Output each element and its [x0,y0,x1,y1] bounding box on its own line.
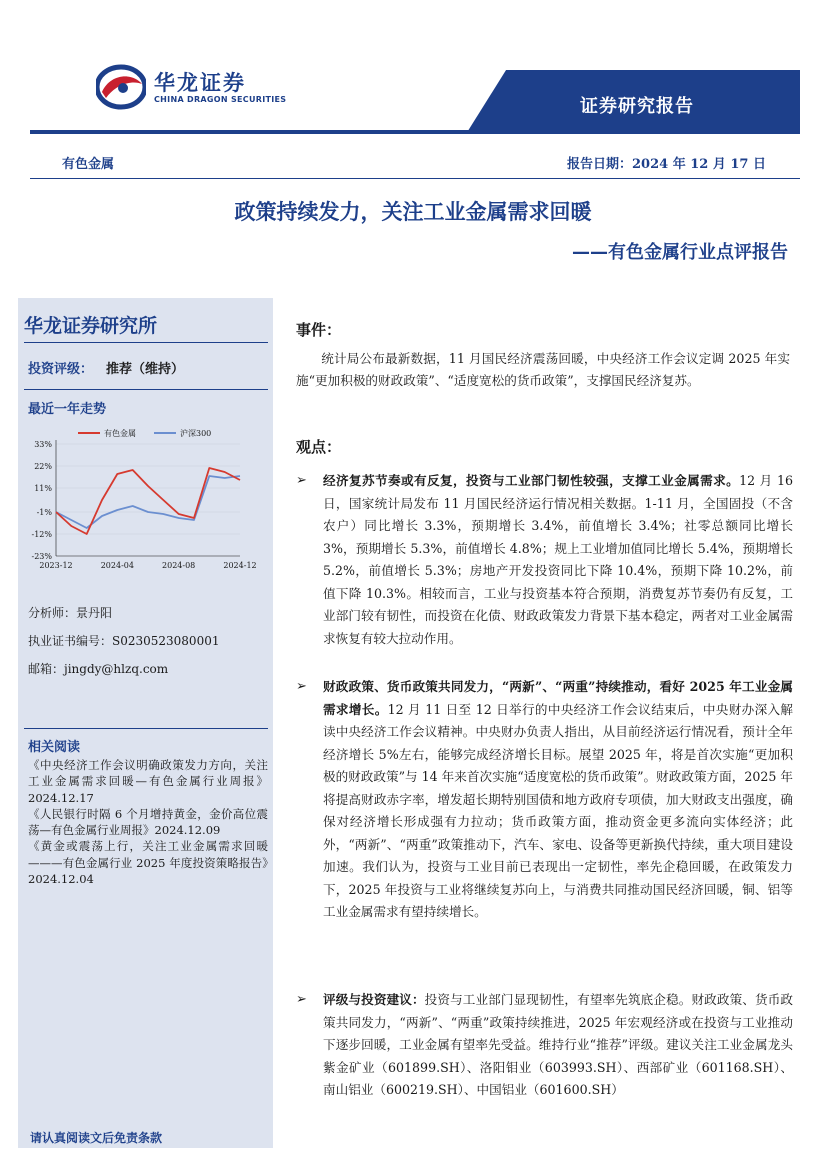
trend-label: 最近一年走势 [28,402,107,417]
view-lead: 经济复苏节奏或有反复，投资与工业部门韧性较强，支撑工业金属需求。 [323,473,740,488]
view-body: 12 月 11 日至 12 日举行的中央经济工作会议结束后，中央财办深入解读中央经济工作会议精神。中央财办负责人指出，从目前经济运行情况看，预计全年经济增长 5%左右，能够完成经济增长目标。展望 2025 年，将是首次实施“更加积极的财政政策”与 14 年来首次实施“适度宽松的货币政策”。财政政策方面，2025 年将提高财政赤字率，增发超长期特别国债和地方政府专项债，加大财政支出强度，确保对经济增长形成强有力拉动；货币政策方面，推动资金更多流向实体经济；此外，“两新”、“两重”政策推动下，汽车、家电、设备等更新换代持续，重大项目建设加速。我们认为，投资与工业目前已表现出一定韧性，率先企稳回暖，在政策发力下，2025 年投资与工业将继续复苏向上，与消费共同推动国民经济回暖，铜、铝等工业金属需求有望持续增长。 [323,701,794,919]
view-lead: 财政政策、货币政策共同发力，“两新”、“两重”持续推动，看好 2025 年工业金属需求增长。 [323,679,793,717]
report-date: 报告日期：2024 年 12 月 17 日 [567,157,766,172]
bullet-icon: ➢ [296,679,307,694]
company-logo [96,62,146,112]
x-tick-label: 2024-08 [162,561,196,570]
chart-grid [56,440,240,556]
analyst-email: 邮箱：jingdy@hlzq.com [28,662,169,676]
divider [24,728,268,729]
disclaimer-note: 请认真阅读文后免责条款 [30,1131,163,1145]
event-heading: 事件： [296,321,342,339]
divider [30,178,800,179]
view-paragraph [323,676,793,924]
institute-name: 华龙证券研究所 [24,315,158,337]
y-tick-label: -23% [31,552,52,561]
report-type-label: 证券研究报告 [580,96,694,117]
divider [24,389,268,390]
view-paragraph [323,470,793,650]
event-text: 统计局公布最新数据，11 月国民经济震荡回暖，中央经济工作会议定调 2025 年实施“更加积极的财政政策”、“适度宽松的货币政策”，支撑国民经济复苏。 [296,351,790,388]
y-tick-label: 33% [34,440,52,449]
rating-value: 推荐（维持） [106,362,185,377]
series-line [56,468,240,534]
y-tick-label: -1% [36,508,52,517]
x-tick-label: 2024-04 [100,561,134,570]
related-link[interactable]: 《中央经济工作会议明确政策发力方向，关注工业金属需求回暖—有色金属行业周报》2024.12.17 [28,758,268,805]
related-reading-label: 相关阅读 [28,740,81,755]
chart-x-ticks [39,561,256,570]
sector-label: 有色金属 [62,157,115,172]
rating-label: 投资评级： [28,362,94,377]
page-subtitle: ——有色金属行业点评报告 [572,242,788,263]
related-reading-list [28,757,268,887]
chart-lines [56,468,240,534]
brand-name: 华龙证券 [154,71,246,95]
x-tick-label: 2024-12 [223,561,257,570]
legend-label: 沪深300 [180,429,212,438]
bullet-icon: ➢ [296,992,307,1007]
view-lead: 评级与投资建议： [323,992,425,1007]
chart-y-ticks [32,440,53,561]
chart-legend [78,428,211,438]
view-body: 12 月 16 日，国家统计局发布 11 月国民经济运行情况相关数据。1-11 月，全国固投（不含农户）同比增长 3.3%，预期增长 3.4%，前值增长 3.4%；社零总额同比增长 3%，预期增长 5.3%，前值增长 4.8%；规上工业增加值同比增长 5.4%，预期增长 5.2%，前值增长 5.3%；房地产开发投资同比下降 10.4%，预期下降 10.2%，前值下降 10.3%。相较而言，工业与投资基本符合预期，消费复苏节奏仍有反复，工业部门较有韧性，而投资在化债、财政政策发力背景下基本稳定，两者对工业金属需求恢复有较大拉动作用。 [323,473,794,646]
brand-name-en: CHINA DRAGON SECURITIES [154,95,287,104]
related-link[interactable]: 《黄金或震荡上行，关注工业金属需求回暖———有色金属行业 2025 年度投资策略报告》2024.12.04 [28,839,268,887]
legend-label: 有色金属 [104,429,136,438]
divider [24,342,268,343]
analyst-name: 分析师：景丹阳 [28,606,113,620]
x-tick-label: 2023-12 [39,561,73,570]
license-number: 执业证书编号：S0230523080001 [28,634,220,648]
y-tick-label: 22% [34,462,52,471]
views-heading: 观点： [296,438,342,456]
header-rule [30,130,800,134]
bullet-icon: ➢ [296,473,307,488]
view-paragraph [323,989,793,1102]
series-line [56,476,240,528]
sidebar [18,298,273,1148]
trend-chart [26,428,266,580]
related-link[interactable]: 《人民银行时隔 6 个月增持黄金，金价高位震荡—有色金属行业周报》2024.12.09 [28,806,268,838]
y-tick-label: 11% [34,484,52,493]
y-tick-label: -12% [31,530,52,539]
view-body: 投资与工业部门显现韧性，有望率先筑底企稳。财政政策、货币政策共同发力，“两新”、“两重”政策持续推进，2025 年宏观经济或在投资与工业推动下逐步回暖，工业金属有望率先受益。维持行业“推荐”评级。建议关注工业金属龙头紫金矿业（601899.SH）、洛阳钼业（603993.SH）、西部矿业（601168.SH）、南山铝业（600219.SH）、中国铝业（601600.SH） [323,992,794,1097]
page-title: 政策持续发力，关注工业金属需求回暖 [234,200,592,224]
